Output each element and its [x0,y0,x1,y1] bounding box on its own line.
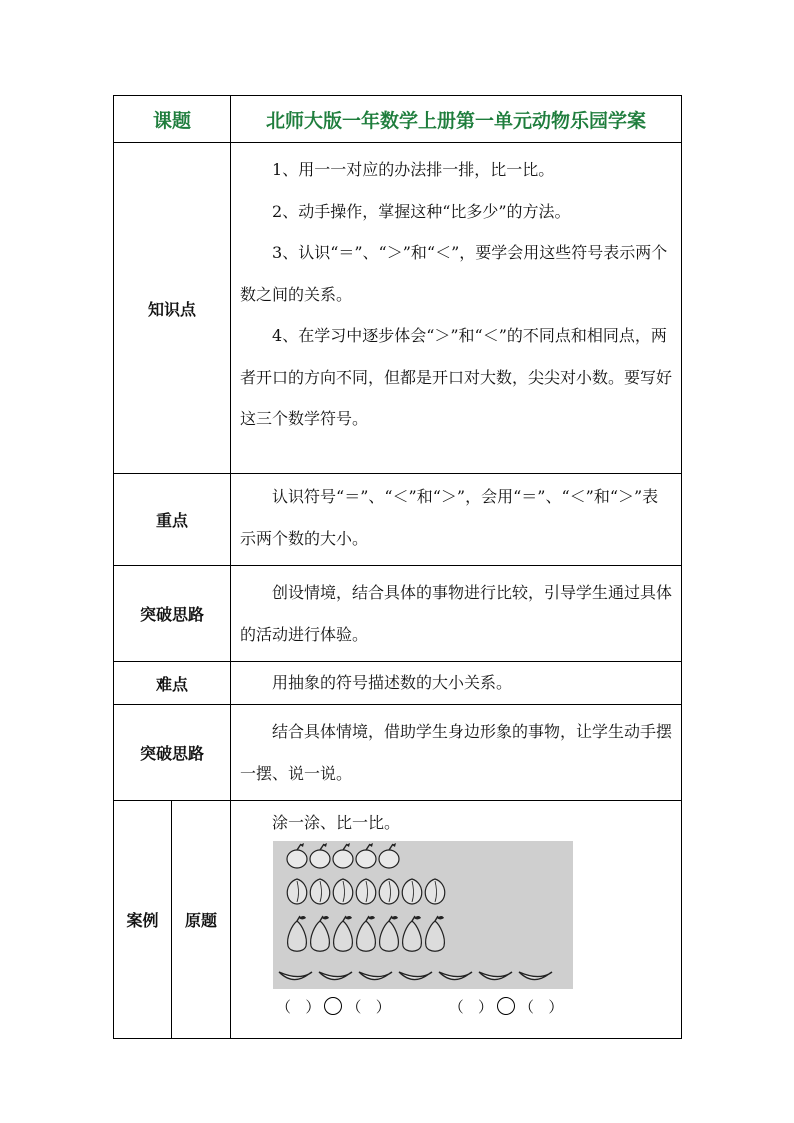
banana-icon [399,972,432,980]
blank-left-2-close: ） [478,997,494,1016]
approach-label-1: 突破思路 [114,566,231,662]
blank-pair-2 [449,996,564,1017]
difficulty-text: 用抽象的符号描述数的大小关系。 [272,673,513,693]
apple-icon [310,843,330,868]
knowledge-point-2: 2、动手操作，掌握这种“比多少”的方法。 [272,201,571,221]
compare-circle-2[interactable] [497,997,515,1015]
case-instruction: 涂一涂、比一比。 [272,813,401,832]
approach-text-2: 结合具体情境，借助学生身边形象的事物，让学生动手摆一摆、说一说。 [240,722,673,783]
key-point-content [231,474,682,566]
pear-icon [357,916,376,951]
pear-icon [334,916,353,951]
blank-right-2-close: ） [548,997,564,1016]
lesson-plan-table [113,95,682,1039]
fruit-picture [273,841,573,989]
banana-icon [279,972,312,980]
blank-pair-1 [276,996,391,1017]
case-content [231,801,682,1039]
pear-icon [426,916,445,951]
approach-text-1: 创设情境，结合具体的事物进行比较，引导学生通过具体的活动进行体验。 [240,583,673,644]
lesson-title: 北师大版一年数学上册第一单元动物乐园学案 [231,96,682,143]
topic-label: 课题 [114,96,231,143]
banana-icon [519,972,552,980]
key-point-text: 认识符号“＝”、“＜”和“＞”，会用“＝”、“＜”和“＞”表示两个数的大小。 [240,487,659,548]
peach-icon [356,879,376,904]
banana-icon [479,972,512,980]
blank-left-2-open[interactable]: （ [448,997,464,1016]
pear-icon [380,916,399,951]
banana-icon [439,972,472,980]
blank-right-1-open[interactable]: （ [346,997,362,1016]
pear-icon [403,916,422,951]
apple-icon [379,843,399,868]
blank-right-1-close: ） [375,997,391,1016]
apple-icon [287,843,307,868]
difficulty-content [231,662,682,705]
peach-row [287,879,445,904]
peach-icon [333,879,353,904]
compare-circle-1[interactable] [324,997,342,1015]
apple-icon [333,843,353,868]
difficulty-label: 难点 [114,662,231,705]
banana-icon [359,972,392,980]
blank-left-1-open[interactable]: （ [276,997,292,1016]
original-question-label: 原题 [172,801,231,1039]
pear-row [288,916,445,951]
blank-left-1-close: ） [305,997,321,1016]
peach-icon [287,879,307,904]
answer-blanks [276,991,673,1021]
pear-icon [311,916,330,951]
banana-icon [319,972,352,980]
approach-content-1 [231,566,682,662]
blank-right-2-open[interactable]: （ [519,997,535,1016]
approach-label-2: 突破思路 [114,705,231,801]
knowledge-label: 知识点 [114,143,231,474]
knowledge-point-1: 1、用一一对应的办法排一排，比一比。 [272,160,555,179]
banana-row [279,972,552,980]
knowledge-point-4: 4、在学习中逐步体会“＞”和“＜”的不同点和相同点，两者开口的方向不同，但都是开口对大数，尖尖对小数。要写好这三个数学符号。 [240,326,673,428]
knowledge-content [231,143,682,474]
apple-icon [356,843,376,868]
peach-icon [310,879,330,904]
peach-icon [402,879,422,904]
pear-icon [288,916,307,951]
case-label: 案例 [114,801,172,1039]
peach-icon [379,879,399,904]
peach-icon [425,879,445,904]
apple-row [287,843,399,868]
approach-content-2 [231,705,682,801]
knowledge-point-3: 3、认识“＝”、“＞”和“＜”，要学会用这些符号表示两个数之间的关系。 [240,243,668,304]
key-point-label: 重点 [114,474,231,566]
